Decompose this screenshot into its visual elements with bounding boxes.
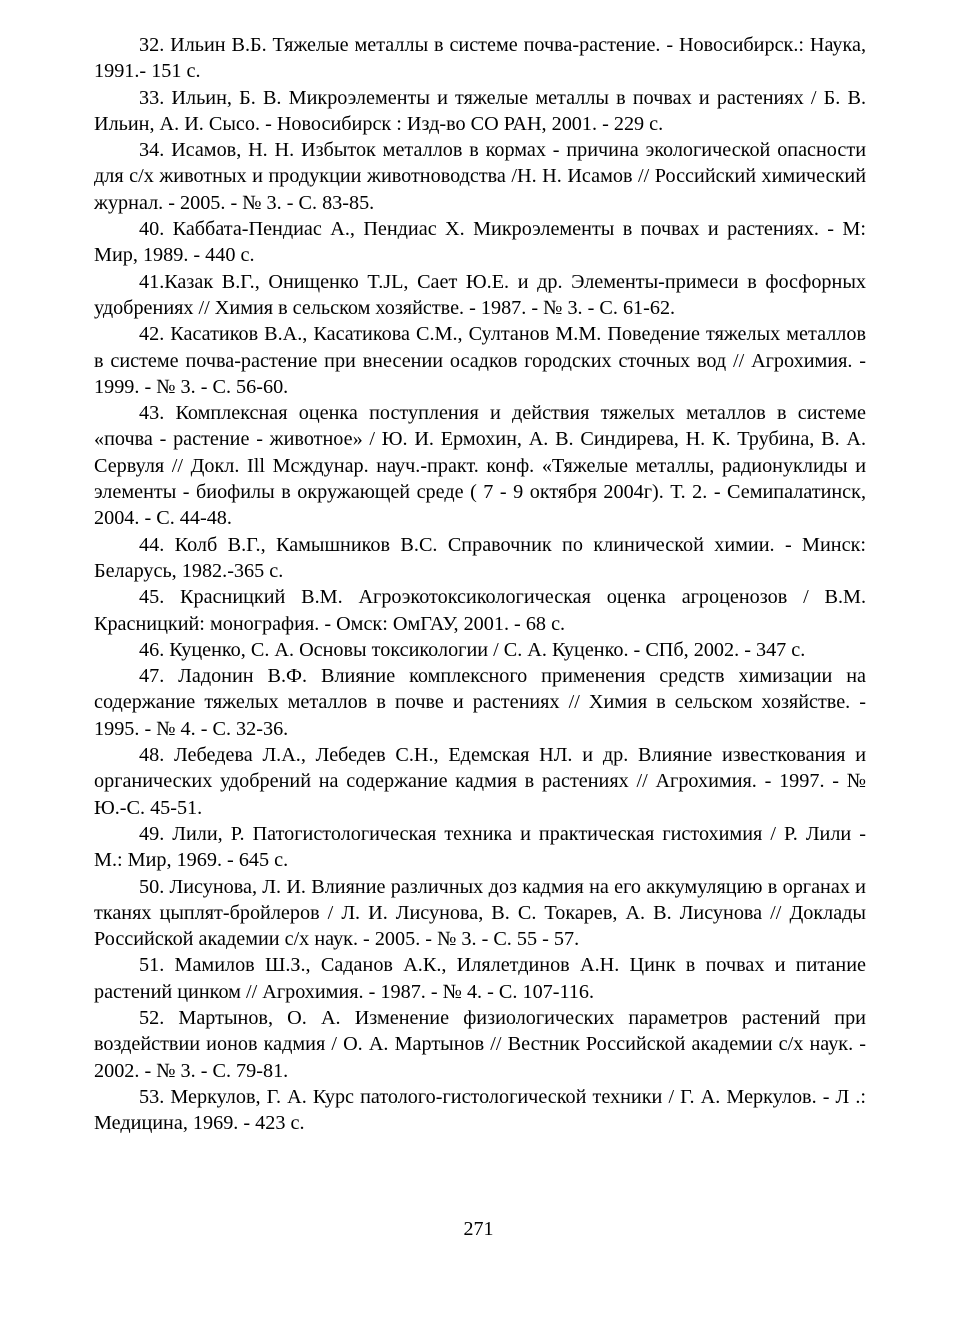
reference-item-43: 43. Комплексная оценка поступления и действия тяжелых металлов в системе «почва - растение - животное» / Ю. И. Ермохин, А. В. Синдирева, Н. К. Трубина, В. А. Сервуля // Докл. Ill Мсждунар. науч.-практ. конф. «Тяжелые металлы, радионуклиды и элементы - биофилы в окружающей среде ( 7 - 9 октября 2004г). Т. 2. - Семипалатинск, 2004. - С. 44-48. <box>94 402 866 530</box>
reference-item-49: 49. Лили, Р. Патогистологическая техника и практическая гистохимия / Р. Лили - М.: Мир, 1969. - 645 с. <box>94 822 866 872</box>
reference-item-44: 44. Колб В.Г., Камышников В.С. Справочник по клинической химии. - Минск: Беларусь, 1982.-365 с. <box>94 533 866 582</box>
reference-item-34: 34. Исамов, Н. Н. Избыток металлов в кормах - причина экологической опасности для с/х животных и продукции животноводства /Н. Н. Исамов // Российский химический журнал. - 2005. - № 3. - С. 83-85. <box>94 139 866 214</box>
reference-item-46: 46. Куценко, С. А. Основы токсикологии / С. А. Куценко. - СПб, 2002. - 347 с. <box>139 638 806 661</box>
reference-item-45: 45. Красницкий В.М. Агроэкотоксикологическая оценка агроценозов / В.М. Красницкий: монография. - Омск: ОмГАУ, 2001. - 68 с. <box>94 586 866 635</box>
reference-item-42: 42. Касатиков В.А., Касатикова С.М., Султанов М.М. Поведение тяжелых металлов в системе почва-растение при внесении осадков городских сточных вод // Агрохимия. - 1999. - № 3. - С. 56-60. <box>94 323 866 398</box>
reference-item-32: 32. Ильин В.Б. Тяжелые металлы в системе почва-растение. - Новосибирск.: Наука, 1991.- 151 с. <box>94 34 866 83</box>
reference-item-48: 48. Лебедева Л.А., Лебедев С.Н., Едемская НЛ. и др. Влияние известкования и органических удобрений на содержание кадмия в растениях // Агрохимия. - 1997. - № Ю.-С. 45-51. <box>94 744 866 819</box>
page-number: 271 <box>463 1218 494 1240</box>
reference-item-50: 50. Лисунова, Л. И. Влияние различных доз кадмия на его аккумуляцию в органах и тканях цыплят-бройлеров / Л. И. Лисунова, В. С. Токарев, А. В. Лисунова // Доклады Российской академии с/х наук. - 2005. - № 3. - С. 55 - 57. <box>94 875 866 951</box>
reference-item-52: 52. Мартынов, О. А. Изменение физиологических параметров растений при воздействии ионов кадмия / О. А. Мартынов // Вестник Российской академии с/х наук. - 2002. - № 3. - С. 79-81. <box>94 1006 866 1082</box>
reference-item-51: 51. Мамилов Ш.З., Саданов А.К., Илялетдинов А.Н. Цинк в почвах и питание растений цинком // Агрохимия. - 1987. - № 4. - С. 107-116. <box>94 954 866 1003</box>
reference-item-53: 53. Меркулов, Г. А. Курс патолого-гистологической техники / Г. А. Меркулов. - Л .: Медицина, 1969. - 423 с. <box>94 1085 866 1135</box>
reference-item-47: 47. Ладонин В.Ф. Влияние комплексного применения средств химизации на содержание тяжелых металлов в почве и растениях // Химия в сельском хозяйстве. - 1995. - № 4. - С. 32-36. <box>94 665 866 740</box>
reference-list <box>94 32 866 1136</box>
reference-item-41: 41.Казак В.Г., Онищенко T.JL, Сает Ю.Е. и др. Элементы-примеси в фосфорных удобрениях // Химия в сельском хозяйстве. - 1987. - № 3. - С. 61-62. <box>94 270 866 319</box>
reference-item-33: 33. Ильин, Б. В. Микроэлементы и тяжелые металлы в почвах и растениях / Б. В. Ильин, А. И. Сысо. - Новосибирск : Изд-во СО РАН, 2001. - 229 с. <box>94 86 866 135</box>
reference-item-40: 40. Каббата-Пендиас А., Пендиас X. Микроэлементы в почвах и растениях. - М: Мир, 1989. - 440 с. <box>94 218 866 267</box>
